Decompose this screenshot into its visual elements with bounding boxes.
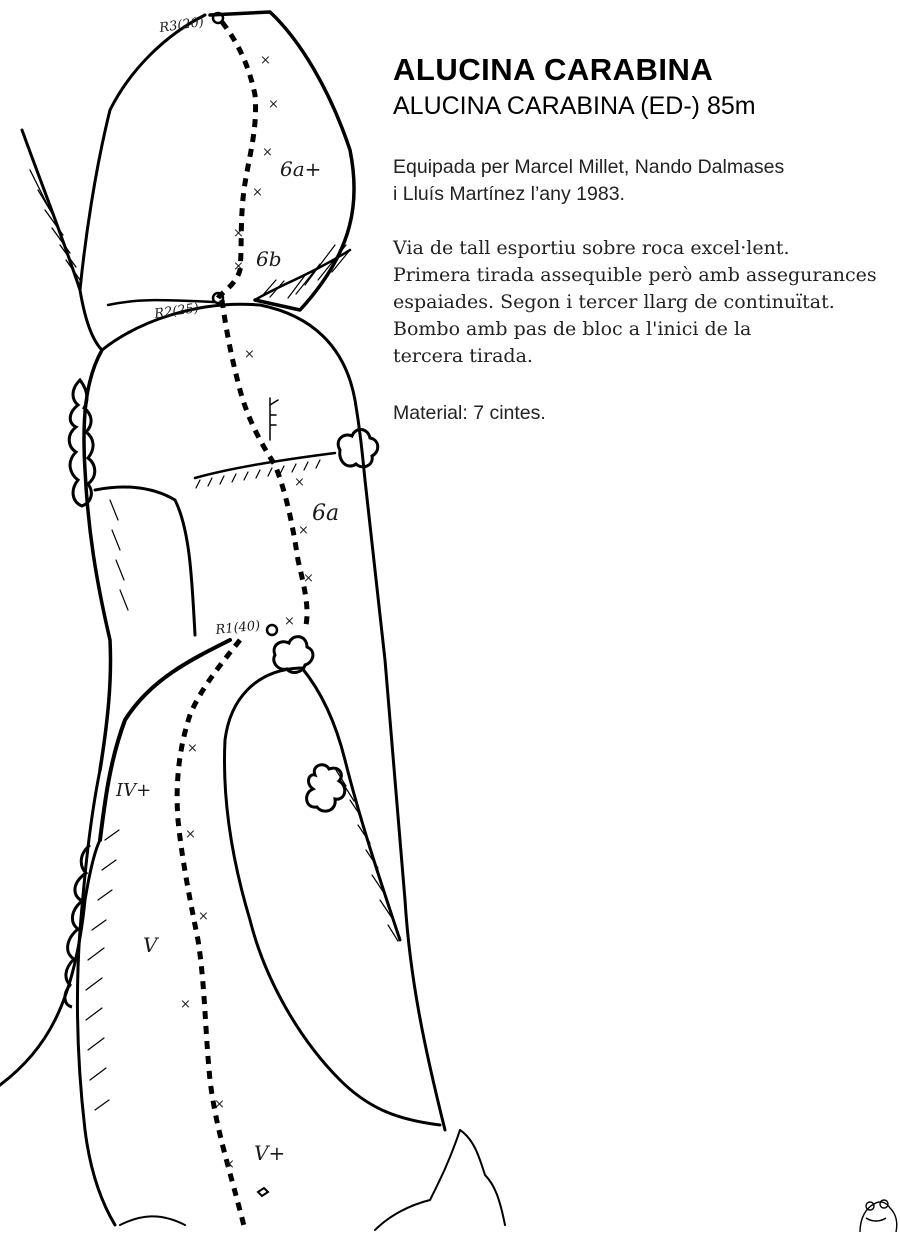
author-logo-icon	[860, 1200, 897, 1232]
bolt-marker: ×	[262, 145, 273, 160]
grade-label-6b: 6b	[256, 247, 282, 271]
left-wall-edge	[22, 130, 80, 290]
bolt-marker: ×	[180, 997, 191, 1012]
piton-mark	[258, 1188, 268, 1196]
bolt-marker: ×	[198, 909, 209, 924]
bolt-marker: ×	[233, 259, 244, 274]
notes-line: espaiades. Segon i tercer llarg de continuïtat.	[393, 291, 835, 313]
grade-label-6a: 6a	[312, 501, 340, 526]
left-wall-hatching	[30, 170, 80, 280]
upper-pillar-base	[108, 300, 215, 305]
base-shrub-right	[375, 1130, 505, 1230]
bolt-marker: ×	[294, 475, 305, 490]
route-title: ALUCINA CARABINA	[393, 52, 714, 87]
route-subtitle: ALUCINA CARABINA (ED-) 85m	[393, 92, 756, 120]
middle-ledge	[195, 453, 335, 478]
bush-left-middle	[69, 380, 95, 506]
bolt-marker: ×	[187, 741, 198, 756]
route-line-pitch1	[177, 640, 245, 1230]
base-shrub-left	[120, 1216, 185, 1225]
equipped-by-text	[393, 154, 784, 208]
grade-label-iv-plus: IV+	[116, 780, 152, 801]
flake-small	[270, 398, 278, 440]
bolt-marker: ×	[185, 827, 196, 842]
grade-label-6a-plus: 6a+	[280, 157, 322, 181]
inner-slab-shade	[110, 500, 128, 610]
belay-label-r2: R2(25)	[153, 300, 200, 322]
bolt-marker: ×	[214, 1097, 225, 1112]
bolt-marker: ×	[244, 347, 255, 362]
route-line-pitch2	[222, 300, 307, 630]
belay-label-r1: R1(40)	[214, 618, 261, 638]
bush-lower-center	[307, 765, 345, 811]
bolt-marker: ×	[224, 1157, 235, 1172]
route-line-pitch3	[218, 22, 256, 298]
equipped-line: i Lluís Martínez l’any 1983.	[393, 183, 625, 205]
grade-label-v-plus: V+	[254, 1141, 286, 1165]
notes-line: Bombo amb pas de bloc a l'inici de la	[393, 318, 752, 340]
lower-left-arete	[100, 640, 230, 840]
lower-hatching	[336, 770, 398, 941]
notes-line: Primera tirada assequible però amb assegurances	[393, 264, 877, 286]
bolt-marker: ×	[298, 523, 309, 538]
bolt-marker: ×	[268, 97, 279, 112]
lower-groove-right	[302, 668, 400, 940]
bolt-marker: ×	[284, 614, 295, 629]
bush-right-middle	[338, 429, 378, 466]
notes-line: tercera tirada.	[393, 345, 533, 367]
material-text	[393, 400, 546, 427]
route-notes-text	[393, 235, 877, 370]
notes-line: Via de tall esportiu sobre roca excel·lent.	[393, 237, 790, 259]
bolt-marker: ×	[233, 226, 244, 241]
belay-ring-r1	[267, 625, 277, 635]
lower-left-edge	[78, 770, 115, 1225]
middle-block-right-edge	[365, 480, 445, 1130]
lower-groove-left	[224, 668, 440, 1125]
belay-label-r3: R3(20)	[158, 14, 205, 36]
inner-slab	[95, 487, 195, 635]
material-line: Material: 7 cintes.	[393, 402, 546, 424]
grade-label-v: V	[143, 933, 158, 957]
equipped-line: Equipada per Marcel Millet, Nando Dalmases	[393, 156, 785, 178]
bolt-marker: ×	[260, 53, 271, 68]
bolt-markers	[180, 53, 314, 1172]
bolt-marker: ×	[303, 571, 314, 586]
bolt-marker: ×	[252, 185, 263, 200]
